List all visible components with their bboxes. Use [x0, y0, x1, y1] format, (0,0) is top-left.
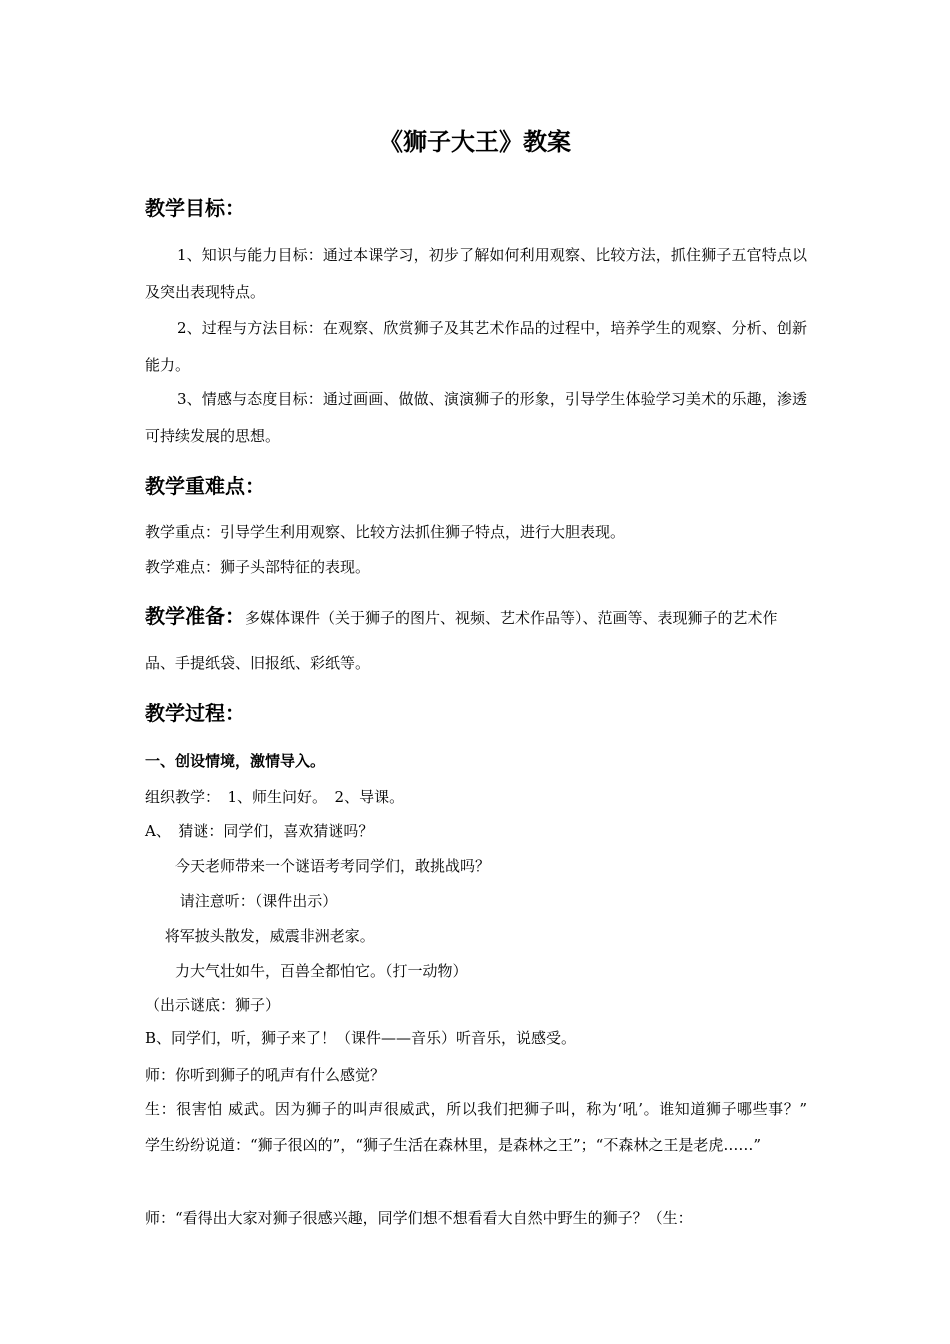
process-line-3: 今天老师带来一个谜语考考同学们，敢挑战吗？ — [145, 857, 491, 875]
process-line-5: 将军披头散发，威震非洲老家。 — [145, 927, 375, 945]
preparation-block — [145, 594, 807, 686]
key-points-heading: 教学重难点： — [145, 474, 265, 498]
process-line-9: 师：你听到狮子的吼声有什么感觉？ — [145, 1066, 386, 1084]
student-response-para: 生：很害怕 威武。因为狮子的叫声很威武，所以我们把狮子叫，称为‘吼’。谁知道狮子哪些事？” 学生纷纷说道：“狮子很凶的”，“狮子生活在森林里，是森林之王”；“不森林之王是老虎……” — [145, 1100, 823, 1154]
objective-item-3: 3、情感与态度目标：通过画画、做做、演演狮子的形象，引导学生体验学习美术的乐趣，渗透可持续发展的思想。 — [145, 390, 807, 445]
process-heading: 教学过程： — [145, 701, 245, 725]
objective-item-1: 1、知识与能力目标：通过本课学习，初步了解如何利用观察、比较方法，抓住狮子五官特点以及突出表现特点。 — [145, 246, 807, 301]
page-title: 《狮子大王》教案 — [379, 128, 571, 156]
step1-title: 一、创设情境，激情导入。 — [145, 752, 326, 770]
teaching-focus: 教学重点：引导学生利用观察、比较方法抓住狮子特点，进行大胆表现。 — [145, 523, 626, 541]
objective-item-2: 2、过程与方法目标：在观察、欣赏狮子及其艺术作品的过程中，培养学生的观察、分析、创新能力。 — [145, 319, 807, 374]
process-line-6: 力大气壮如牛，百兽全都怕它。（打一动物） — [145, 962, 468, 980]
process-line-8: B、同学们，听，狮子来了！（课件——音乐）听音乐，说感受。 — [145, 1029, 577, 1047]
process-line-4: 请注意听：（课件出示） — [145, 892, 338, 910]
preparation-text: 多媒体课件（关于狮子的图片、视频、艺术作品等）、范画等、表现狮子的艺术作品、手提纸袋、旧报纸、彩纸等。 — [145, 609, 778, 672]
objectives-heading: 教学目标： — [145, 196, 245, 220]
process-line-7: （出示谜底：狮子） — [145, 996, 281, 1014]
process-line-2: A、 猜谜：同学们，喜欢猜谜吗？ — [145, 822, 374, 840]
teaching-difficulty: 教学难点：狮子头部特征的表现。 — [145, 558, 371, 576]
preparation-label: 教学准备： — [145, 604, 245, 628]
process-line-1: 组织教学： 1、师生问好。 2、导课。 — [145, 788, 405, 806]
teacher-line: 师：“看得出大家对狮子很感兴趣，同学们想不想看看大自然中野生的狮子？（生： — [145, 1209, 693, 1227]
